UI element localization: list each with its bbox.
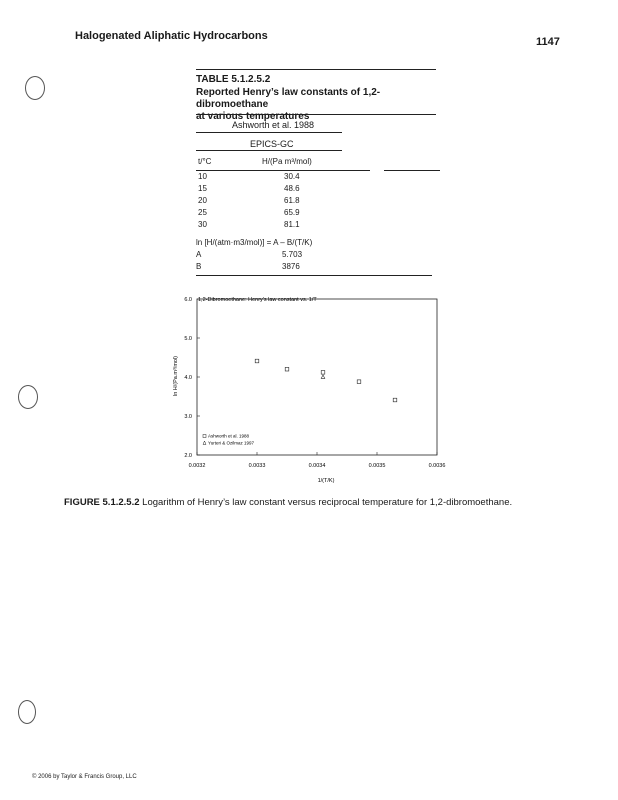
y-tick-label: 2.0 [184, 453, 192, 459]
data-point-triangle [321, 375, 325, 378]
source-rule [196, 132, 342, 133]
table-row: 10 30.4 [198, 172, 300, 181]
data-point-square [393, 398, 397, 402]
legend-entry: Ashworth et al. 1988 [208, 433, 250, 439]
binder-hole-top [25, 76, 45, 100]
table-source: Ashworth et al. 1988 [232, 120, 315, 130]
x-tick-label: 0.0034 [308, 463, 326, 469]
data-point-square [357, 380, 361, 384]
table-row: 15 48.6 [198, 184, 300, 193]
y-tick-label: 3.0 [184, 414, 192, 420]
y-axis-label: ln H/(Pa.m³/mol) [173, 355, 179, 397]
table-row: 30 81.1 [198, 220, 300, 229]
table-method: EPICS-GC [250, 139, 294, 149]
y-tick-label: 5.0 [184, 336, 192, 342]
header-rule-right [384, 170, 440, 171]
data-point-square [255, 359, 259, 363]
legend-marker-triangle [203, 441, 206, 445]
table-caption-line1: Reported Henry’s law constants of 1,2-dibromoethane [196, 87, 381, 110]
scatter-chart [160, 282, 460, 494]
binder-hole-bottom [18, 700, 36, 724]
column-header-temperature: t/°C [198, 157, 212, 166]
data-point-square [321, 371, 325, 375]
table-caption-rule [196, 114, 436, 115]
table-bottom-rule [196, 275, 432, 276]
legend-marker-square [203, 435, 206, 438]
column-header-henry: H/(Pa m³/mol) [262, 157, 312, 166]
table-label: TABLE 5.1.2.5.2 [196, 74, 271, 85]
binder-hole-middle [18, 385, 38, 409]
header-rule [196, 170, 370, 171]
legend-entry: Yurteri & Ozilmaz 1997 [208, 440, 255, 446]
x-tick-label: 0.0035 [368, 463, 386, 469]
data-point-square [285, 367, 289, 371]
table-row: 20 61.8 [198, 196, 300, 205]
x-tick-label: 0.0032 [188, 463, 206, 469]
table-top-rule [196, 69, 436, 70]
figure-caption-text: Logarithm of Henry’s law constant versus reciprocal temperature for 1,2-dibromoethane. [142, 497, 513, 508]
x-axis-label: 1/(T/K) [317, 478, 335, 484]
copyright-footer: © 2006 by Taylor & Francis Group, LLC [32, 774, 137, 780]
figure-caption [64, 497, 512, 508]
table-caption [196, 87, 446, 123]
table-param-b: B 3876 [196, 262, 300, 271]
method-rule [196, 150, 342, 151]
y-tick-label: 4.0 [184, 375, 192, 381]
y-tick-label: 6.0 [184, 297, 192, 303]
x-tick-label: 0.0036 [428, 463, 446, 469]
plot-layer [184, 297, 445, 469]
table-param-a: A 5.703 [196, 250, 303, 259]
figure-caption-label: FIGURE 5.1.2.5.2 [64, 497, 140, 508]
chart-title: 1,2-Dibromoethane: Henry's law constant vs. 1/T [198, 297, 317, 303]
table-equation: ln [H/(atm·m3/mol)] = A – B/(T/K) [196, 238, 313, 247]
x-tick-label: 0.0033 [248, 463, 266, 469]
running-title: Halogenated Aliphatic Hydrocarbons [75, 30, 268, 42]
plot-frame [197, 299, 437, 455]
table-caption-line2: at various temperatures [196, 111, 310, 122]
page-number: 1147 [536, 36, 560, 48]
table-row: 25 65.9 [198, 208, 300, 217]
